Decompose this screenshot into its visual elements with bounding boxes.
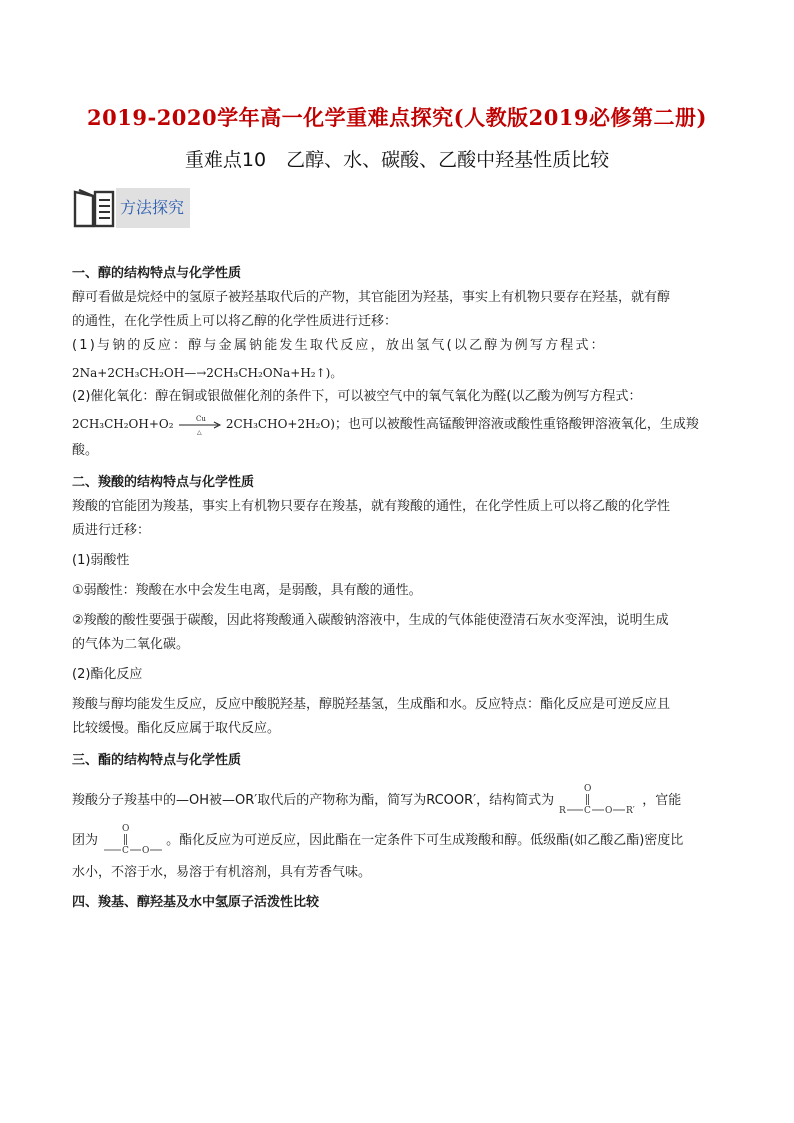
document-subtitle — [0, 145, 794, 172]
document-title: 2019-2020学年高一化学重难点探究(人教版2019必修第二册) — [87, 105, 707, 130]
paragraph-line: 的通性，在化学性质上可以将乙醇的化学性质进行迁移： — [72, 314, 398, 329]
arrow-catalyst: Cu — [195, 414, 206, 423]
method-label: 方法探究 — [116, 188, 190, 228]
list-item: ②羧酸的酸性要强于碳酸，因此将羧酸通入碳酸钠溶液中，生成的气体能使澄清石灰水变浑浊，说明生成 — [72, 613, 669, 628]
paragraph-line: 醇可看做是烷烃中的氢原子被羟基取代后的产物，其官能团为羟基，事实上有机物只要存在羟基，就有醇 — [72, 290, 671, 305]
book-icon — [72, 186, 116, 230]
subtitle-topic: 乙醇、水、碳酸、乙酸中羟基性质比较 — [286, 149, 610, 171]
struct-r-prime: R′ — [626, 805, 636, 816]
paragraph-line: (1)与钠的反应：醇与金属钠能发生取代反应，放出氢气(以乙醇为例写方程式： — [72, 338, 606, 353]
group-oxygen: O — [122, 823, 130, 834]
list-item: ①弱酸性：羧酸在水中会发生电离，是弱酸，具有酸的通性。 — [72, 583, 422, 598]
paragraph-text: 。酯化反应为可逆反应，因此酯在一定条件下可生成羧酸和醇。低级酯(如乙酸乙酯)密度比 — [166, 833, 684, 848]
paragraph-line: (2)催化氧化：醇在铜或银做催化剂的条件下，可以被空气中的氧气氧化为醛(以乙酸为例写方程式： — [72, 389, 642, 404]
document-body — [72, 262, 722, 915]
paragraph-text: 羧酸分子羧基中的—OH被—OR′取代后的产物称为酯，简写为RCOOR′，结构简式为 — [72, 793, 555, 808]
equation-right: 2CH₃CHO+2H₂O) — [225, 417, 335, 431]
section-heading-3: 三、酯的结构特点与化学性质 — [72, 753, 242, 768]
paragraph-line: 比较缓慢。酯化反应属于取代反应。 — [72, 721, 281, 736]
subtitle-number: 重难点10 — [184, 149, 267, 171]
arrow-heat: △ — [196, 428, 202, 436]
svg-text:C: C — [584, 805, 592, 816]
paragraph-line: 水小，不溶于水，易溶于有机溶剂，具有芳香气味。 — [72, 865, 372, 880]
paragraph-line: 质进行迁移： — [72, 523, 151, 538]
paragraph-line: 羧酸的官能团为羧基，事实上有机物只要存在羧基，就有羧酸的通性，在化学性质上可以将乙酸的化学性 — [72, 499, 671, 514]
paragraph-line-ester — [72, 781, 722, 821]
paragraph-line: 酸。 — [72, 443, 99, 458]
equation-sodium: 2Na+2CH₃CH₂OH—→2CH₃CH₂ONa+H₂↑)。 — [72, 366, 343, 380]
svg-text:O: O — [142, 845, 150, 856]
equation-left: 2CH₃CH₂OH+O₂ — [72, 417, 174, 431]
equation-oxidation-line — [72, 412, 722, 439]
paragraph-text: ，官能 — [642, 793, 682, 808]
ester-group-diagram — [102, 822, 166, 860]
ester-structure-diagram — [558, 782, 642, 820]
section-heading-2: 二、羧酸的结构特点与化学性质 — [72, 475, 255, 490]
paragraph-line-functional-group — [72, 821, 722, 861]
reaction-arrow — [178, 414, 222, 436]
method-banner — [72, 186, 190, 230]
subheading: (2)酯化反应 — [72, 667, 143, 682]
paragraph-line: 羧酸与醇均能发生反应，反应中酸脱羟基，醇脱羟基氢，生成酯和水。反应特点：酯化反应是可逆反应且 — [72, 697, 671, 712]
paragraph-text: ；也可以被酸性高锰酸钾溶液或酸性重铬酸钾溶液氧化，生成羧 — [334, 417, 699, 432]
section-heading-4: 四、羧基、醇羟基及水中氢原子活泼性比较 — [72, 895, 320, 910]
list-item: 的气体为二氧化碳。 — [72, 637, 190, 652]
subheading: (1)弱酸性 — [72, 553, 130, 568]
paragraph-text: 团为 — [72, 833, 99, 848]
section-heading-1: 一、醇的结构特点与化学性质 — [72, 266, 242, 281]
svg-text:O: O — [605, 805, 613, 816]
struct-r: R — [559, 805, 567, 816]
struct-oxygen: O — [584, 783, 592, 794]
svg-text:C: C — [122, 845, 130, 856]
